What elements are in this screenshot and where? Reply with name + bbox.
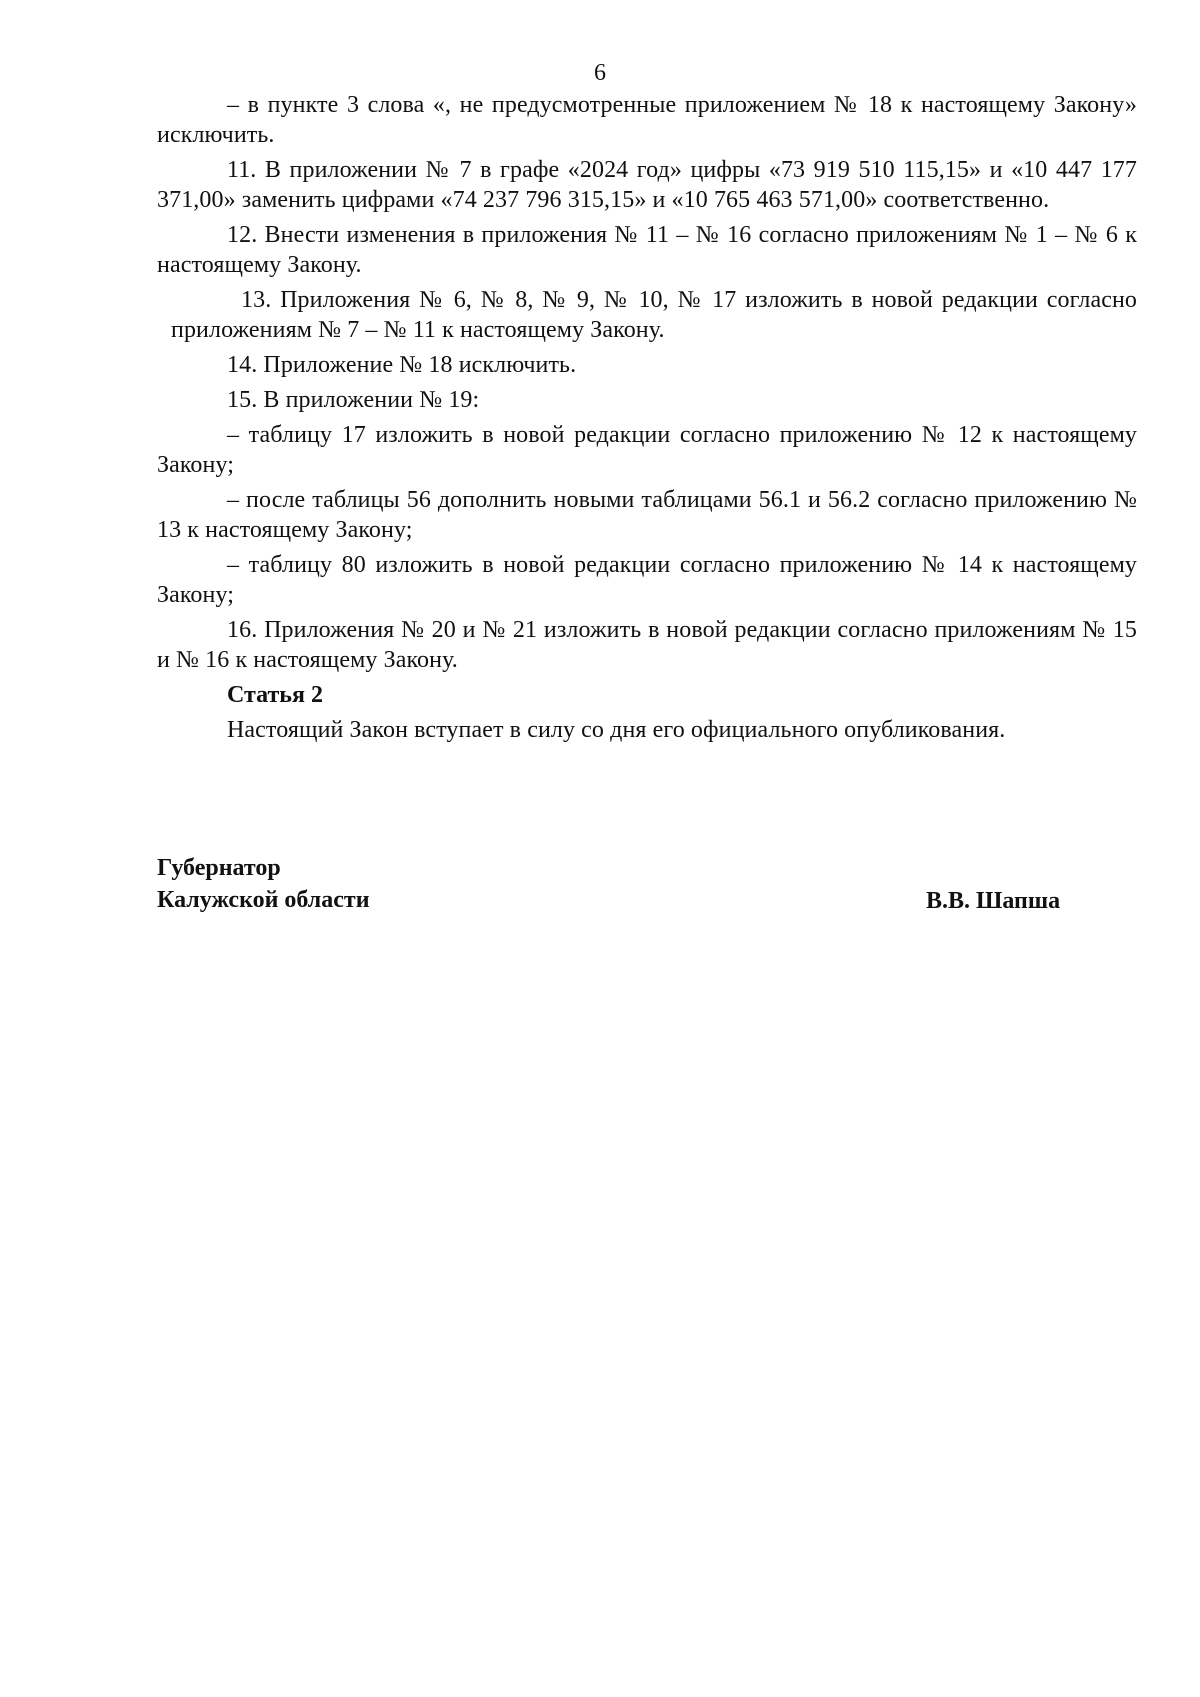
- signatory-title-line-2: Калужской области: [157, 887, 370, 913]
- paragraph-11: 11. В приложении № 7 в графе «2024 год» цифры «73 919 510 115,15» и «10 447 177 371,00» заменить цифрами «74 237 796 315,15» и «10 765 463 571,00» соответственно.: [157, 157, 1137, 213]
- signatory-title-line-1: Губернатор: [157, 855, 281, 881]
- signatory-name: В.В. Шапша: [926, 888, 1061, 914]
- paragraph-item-3-words-excluded: – в пункте 3 слова «, не предусмотренные приложением № 18 к настоящему Закону» исключить.: [157, 92, 1137, 148]
- article-2-heading: Статья 2: [227, 682, 323, 708]
- paragraph-14: 14. Приложение № 18 исключить.: [227, 352, 577, 378]
- signatory-title: [157, 852, 370, 916]
- article-2-text: Настоящий Закон вступает в силу со дня его официального опубликования.: [227, 717, 1006, 743]
- document-body: [157, 90, 1137, 750]
- paragraph-16: 16. Приложения № 20 и № 21 изложить в новой редакции согласно приложениям № 15 и № 16 к настоящему Закону.: [157, 617, 1137, 673]
- paragraph-15-table-17: – таблицу 17 изложить в новой редакции согласно приложению № 12 к настоящему Закону;: [157, 422, 1137, 478]
- paragraph-15-table-80: – таблицу 80 изложить в новой редакции согласно приложению № 14 к настоящему Закону;: [157, 552, 1137, 608]
- paragraph-12: 12. Внести изменения в приложения № 11 – № 16 согласно приложениям № 1 – № 6 к настоящему Закону.: [157, 222, 1137, 278]
- page-number: 6: [594, 60, 606, 86]
- paragraph-13: 13. Приложения № 6, № 8, № 9, № 10, № 17 изложить в новой редакции согласно приложениям № 7 – № 11 к настоящему Закону.: [171, 287, 1137, 343]
- paragraph-15-table-56: – после таблицы 56 дополнить новыми таблицами 56.1 и 56.2 согласно приложению № 13 к настоящему Закону;: [157, 487, 1137, 543]
- paragraph-15: 15. В приложении № 19:: [227, 387, 480, 413]
